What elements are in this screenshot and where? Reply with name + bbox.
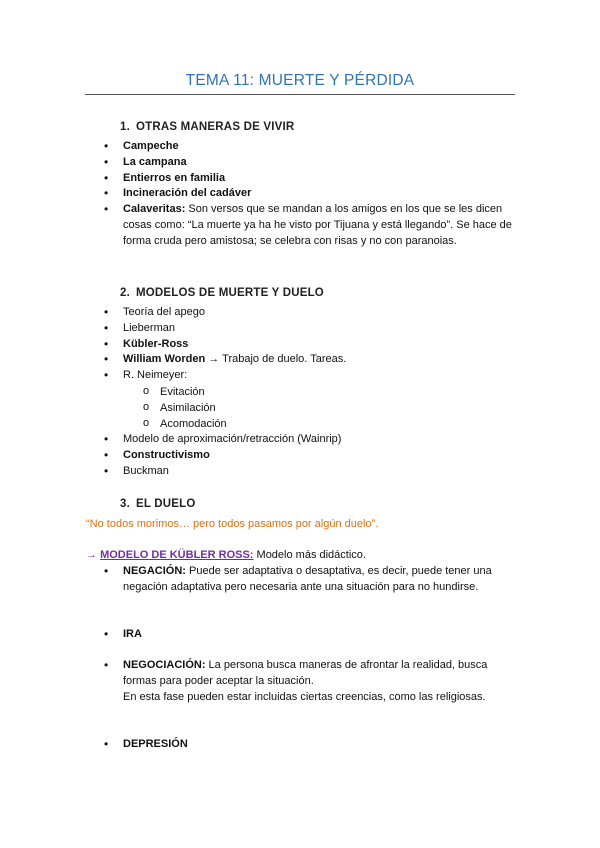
list-item: • IRA (104, 627, 514, 643)
list-item: • R. Neimeyer: o Evitación o Asimilación o Acomodación (104, 368, 514, 432)
list-item: • Teoría del apego (104, 305, 514, 321)
kubler-ross-line (86, 549, 366, 561)
section-2-heading (120, 287, 324, 299)
list-item: • Campeche (104, 139, 514, 155)
list-item: • NEGACIÓN: Puede ser adaptativa o desaptativa, es decir, puede tener una negación adaptativa pero necesaria ante una situación para no hundirse. (104, 564, 514, 596)
list-item: • Kübler-Ross (104, 337, 514, 353)
sub-list-item: o Evitación (143, 385, 514, 401)
list-item: • La campana (104, 155, 514, 171)
list-item: • Incineración del cadáver (104, 186, 514, 202)
page-title: TEMA 11: MUERTE Y PÉRDIDA (185, 72, 415, 89)
section-2-list (104, 305, 514, 480)
list-item: • NEGOCIACIÓN: La persona busca maneras de afrontar la realidad, busca formas para poder aceptar la situación. En esta fase pueden estar incluidas ciertas creencias, como las religiosas. (104, 658, 514, 705)
section-1-list (104, 139, 514, 250)
section-3-title: EL DUELO (136, 498, 196, 510)
kubler-ross-link[interactable]: MODELO DE KÜBLER ROSS: (100, 549, 254, 561)
arrow-icon: → (86, 549, 97, 561)
list-item: • Buckman (104, 464, 514, 480)
section-3-heading (120, 498, 196, 510)
list-item: • William Worden → Trabajo de duelo. Tareas. (104, 352, 514, 368)
section-3-number: 3. (120, 498, 130, 510)
sub-list-item: o Asimilación (143, 401, 514, 417)
list-item: • Constructivismo (104, 448, 514, 464)
kubler-ross-desc: Modelo más didáctico. (253, 549, 366, 561)
kubler-stages-list (104, 658, 514, 705)
kubler-stages-list (104, 627, 514, 643)
kubler-stages-list (104, 564, 514, 596)
duelo-quote: “No todos morimos… pero todos pasamos por algún duelo”. (86, 518, 379, 530)
list-item: • Modelo de aproximación/retracción (Wainrip) (104, 432, 514, 448)
section-2-number: 2. (120, 287, 130, 299)
neimeyer-sublist (123, 385, 514, 432)
section-2-title: MODELOS DE MUERTE Y DUELO (136, 287, 324, 299)
list-item: • Lieberman (104, 321, 514, 337)
title-underline (85, 94, 515, 95)
list-item: • Entierros en familia (104, 171, 514, 187)
list-item: • Calaveritas: Son versos que se mandan a los amigos en los que se les dicen cosas como: “La muerte ya ha he visto por Tijuana y está llegando”. Se hace de forma cruda pero amistosa; se celebra con risas y no con paranoias. (104, 202, 514, 249)
sub-list-item: o Acomodación (143, 417, 514, 433)
list-item: • DEPRESIÓN (104, 737, 514, 753)
kubler-stages-list (104, 737, 514, 753)
section-1-title: OTRAS MANERAS DE VIVIR (136, 121, 295, 133)
section-1-heading (120, 121, 294, 133)
section-1-number: 1. (120, 121, 130, 133)
